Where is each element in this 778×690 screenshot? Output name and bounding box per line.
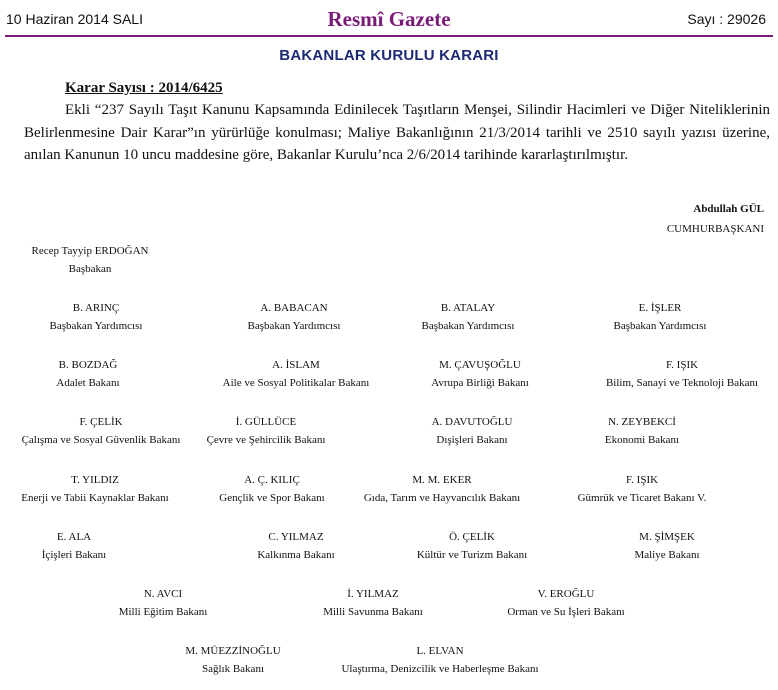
signatory <box>417 531 527 561</box>
signatory <box>248 302 341 332</box>
signatory <box>606 359 758 389</box>
signatory-title: Kalkınma Bakanı <box>257 549 335 561</box>
signatory-title: Orman ve Su İşleri Bakanı <box>507 606 625 618</box>
signatory <box>578 474 707 504</box>
signatory-name: B. ATALAY <box>440 302 496 314</box>
signatory-title: Ekonomi Bakanı <box>604 434 680 446</box>
signatory-name: N. ZEYBEKCİ <box>608 416 676 428</box>
signatory-name: C. YILMAZ <box>268 531 324 543</box>
header-divider <box>5 35 773 37</box>
signatory-title: Milli Savunma Bakanı <box>323 606 423 618</box>
signatory-title: Dışişleri Bakanı <box>436 434 508 446</box>
signatory-title: Sağlık Bakanı <box>201 663 265 675</box>
signatory <box>614 302 707 332</box>
signatory <box>207 416 326 446</box>
signatory-name: B. ARINÇ <box>72 302 120 314</box>
signatory-title: Çalışma ve Sosyal Güvenlik Bakanı <box>21 434 181 446</box>
signatory-title: Gençlik ve Spor Bakanı <box>219 492 325 504</box>
signatory <box>431 359 529 389</box>
signatory <box>364 474 520 504</box>
signatory-name: E. İŞLER <box>638 302 682 314</box>
signatory-title: Adalet Bakanı <box>56 377 120 389</box>
signatory-name: E. ALA <box>56 531 92 543</box>
signatory-name: T. YILDIZ <box>71 474 119 486</box>
signatory-name: F. IŞIK <box>625 474 659 486</box>
signatory-title: Gümrük ve Ticaret Bakanı V. <box>577 492 707 504</box>
signatory <box>223 359 370 389</box>
signatory <box>42 531 106 561</box>
signatory-name: İ. GÜLLÜCE <box>235 416 297 428</box>
signatory-name: A. DAVUTOĞLU <box>431 416 513 428</box>
gazette-title: Resmî Gazete <box>327 7 451 31</box>
signatory-name: B. BOZDAĞ <box>58 359 118 371</box>
signatory-name: F. IŞIK <box>665 359 699 371</box>
signatory <box>50 302 143 332</box>
signatory-name: M. ÇAVUŞOĞLU <box>439 359 521 371</box>
signatory <box>507 588 624 618</box>
signatory <box>21 474 168 504</box>
signatory <box>432 416 513 446</box>
signatory <box>341 645 538 675</box>
signatory-name: L. ELVAN <box>416 645 464 657</box>
signatory-title: Başbakan <box>68 263 112 275</box>
signatory <box>634 531 699 561</box>
signatory <box>56 359 119 389</box>
signatory-title: Maliye Bakanı <box>634 549 700 561</box>
signatory-title: Gıda, Tarım ve Hayvancılık Bakanı <box>363 492 521 504</box>
president-signature <box>667 203 764 235</box>
decision-body: Ekli “237 Sayılı Taşıt Kanunu Kapsamında Edinilecek Taşıtların Menşei, Silindir Hacimleri ve Diğer Niteliklerinin Belirlenmesine Dair Karar”ın yürürlüğe konulması; Maliye Bakanlığının 21/3/2014 tarihli ve 2510 sayılı yazısı üzerine, anılan Kanunun 10 uncu maddesine göre, Bakanlar Kurulu’nca 2/6/2014 tarihinde kararlaştırılmıştır. <box>24 102 770 163</box>
signatory <box>185 645 280 675</box>
signatory <box>257 531 334 561</box>
signatory-title: Aile ve Sosyal Politikalar Bakanı <box>222 377 370 389</box>
decision-heading: BAKANLAR KURULU KARARI <box>279 47 499 64</box>
president-name: Abdullah GÜL <box>693 203 764 215</box>
signatory-name: M. M. EKER <box>412 474 472 486</box>
signatory-title: Bilim, Sanayi ve Teknoloji Bakanı <box>605 377 759 389</box>
signatory <box>323 588 423 618</box>
signatory <box>119 588 208 618</box>
issue-date: 10 Haziran 2014 SALI <box>6 11 143 27</box>
signatory <box>219 474 324 504</box>
signatory-name: M. ŞİMŞEK <box>639 531 695 543</box>
signatory-title: Ulaştırma, Denizcilik ve Haberleşme Bakanı <box>341 663 539 675</box>
gazette-header <box>0 0 778 37</box>
signatory-name: V. EROĞLU <box>537 588 595 600</box>
signatory-name: N. AVCI <box>143 588 183 600</box>
signatory-name: A. İSLAM <box>272 359 320 371</box>
president-title: CUMHURBAŞKANI <box>666 223 764 235</box>
signatory-title: Başbakan Yardımcısı <box>613 320 707 332</box>
signatory-title: Başbakan Yardımcısı <box>49 320 143 332</box>
signatory-title: Başbakan Yardımcısı <box>421 320 515 332</box>
signatory <box>22 416 181 446</box>
decision-number: Karar Sayısı : 2014/6425 <box>65 80 223 96</box>
signatory-title: Kültür ve Turizm Bakanı <box>416 549 528 561</box>
signatory-name: İ. YILMAZ <box>347 588 399 600</box>
signatory-name: M. MÜEZZİNOĞLU <box>185 645 281 657</box>
signatory-name: A. BABACAN <box>260 302 328 314</box>
signatory <box>32 245 149 275</box>
issue-number: Sayı : 29026 <box>687 11 766 27</box>
signatory-title: Çevre ve Şehircilik Bakanı <box>206 434 326 446</box>
signatory-title: Enerji ve Tabii Kaynaklar Bakanı <box>21 492 169 504</box>
signatory-name: F. ÇELİK <box>79 416 123 428</box>
signatory <box>422 302 515 332</box>
signatory-title: Milli Eğitim Bakanı <box>118 606 208 618</box>
signatory-name: Ö. ÇELİK <box>449 531 495 543</box>
signatory-title: Başbakan Yardımcısı <box>247 320 341 332</box>
signatory-title: Avrupa Birliği Bakanı <box>431 377 529 389</box>
signatory-name: Recep Tayyip ERDOĞAN <box>31 245 149 257</box>
signatory-name: A. Ç. KILIÇ <box>244 474 300 486</box>
signatory <box>605 416 679 446</box>
signatory-title: İçişleri Bakanı <box>41 549 107 561</box>
